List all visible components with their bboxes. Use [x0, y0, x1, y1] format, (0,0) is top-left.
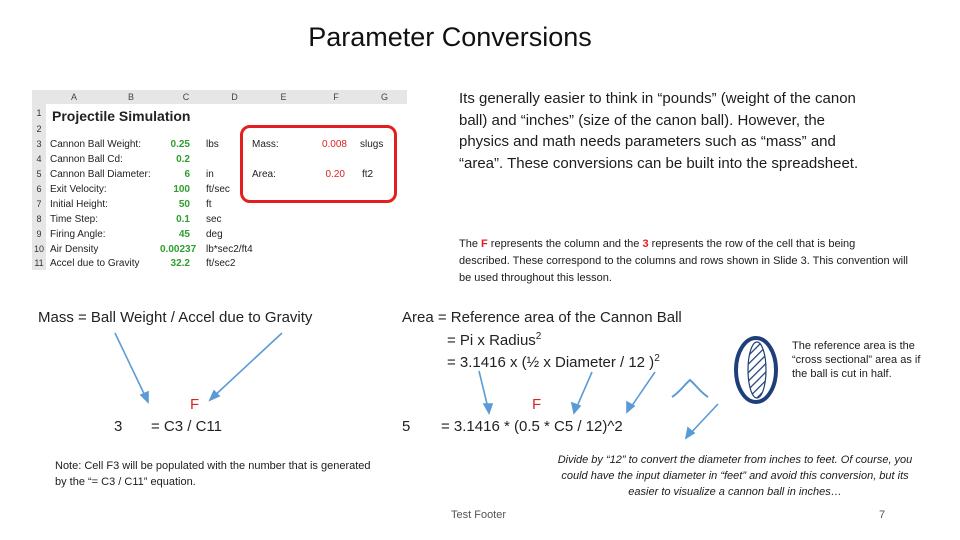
- arrow-diameter-head: [572, 403, 580, 413]
- mass-row-label: 3: [114, 418, 123, 435]
- param-unit: in: [206, 169, 214, 180]
- row-header-9: 9: [32, 227, 46, 242]
- param-label: Time Step:: [50, 214, 98, 225]
- row-header-6: 6: [32, 182, 46, 197]
- area-row-label: 5: [402, 418, 411, 435]
- mass-formula: = C3 / C11: [151, 418, 223, 435]
- param-unit: sec: [206, 214, 222, 225]
- arrow-pi-head: [484, 404, 492, 413]
- page-number: 7: [879, 509, 886, 521]
- column-header-a: A: [46, 90, 102, 104]
- area-value: 0.20: [325, 169, 345, 180]
- param-label: Firing Angle:: [50, 229, 106, 240]
- slide-title: Parameter Conversions: [308, 22, 592, 52]
- column-header-b: B: [102, 90, 160, 104]
- mass-note: Note: Cell F3 will be populated with the number that is generated by the “= C3 / C11” equation.: [55, 460, 371, 488]
- param-value: 0.00237: [160, 244, 197, 255]
- arrow-weight-head: [141, 392, 148, 402]
- column-header-d: D: [212, 90, 257, 104]
- mass-equation: Mass = Ball Weight / Accel due to Gravity: [38, 309, 313, 326]
- arrow-twelve: [629, 372, 655, 410]
- column-letter: F: [481, 238, 488, 250]
- param-unit: lb*sec2/ft4: [206, 244, 253, 255]
- bracket-brace: [672, 380, 708, 397]
- area-formula: = 3.1416 * (0.5 * C5 / 12)^2: [441, 418, 623, 435]
- param-value: 6: [184, 169, 190, 180]
- param-unit: ft/sec2: [206, 258, 236, 269]
- column-header-e: E: [257, 90, 310, 104]
- param-unit: deg: [206, 229, 223, 240]
- param-label: Exit Velocity:: [50, 184, 107, 195]
- param-label: Initial Height:: [50, 199, 108, 210]
- mass-value: 0.008: [321, 139, 347, 150]
- area-line2: = Pi x Radius$^2$: [447, 331, 542, 349]
- param-value: 0.1: [176, 214, 190, 225]
- row-header-11: 11: [32, 256, 46, 270]
- row-header-7: 7: [32, 197, 46, 212]
- param-value: 0.2: [176, 154, 190, 165]
- row-header-10: 10: [33, 244, 44, 254]
- param-unit: ft: [206, 199, 212, 210]
- param-value: 45: [178, 229, 190, 240]
- row-number: 3: [642, 238, 649, 250]
- param-value: 32.2: [170, 258, 190, 269]
- mass-unit: slugs: [360, 139, 384, 150]
- param-unit: lbs: [206, 139, 219, 150]
- sheet-title: Projectile Simulation: [52, 108, 191, 124]
- area-label: Area:: [252, 169, 276, 180]
- area-col-label: F: [532, 396, 542, 413]
- area-unit: ft2: [362, 169, 374, 180]
- arrow-weight: [115, 333, 148, 402]
- row-header-4: 4: [32, 152, 46, 167]
- param-value: 50: [178, 199, 190, 210]
- ball-cross-section-icon: [736, 338, 776, 402]
- param-label: Cannon Ball Diameter:: [50, 169, 151, 180]
- mass-col-label: F: [190, 396, 200, 413]
- reference-area-note: The reference area is the “cross sectional” area as if the ball is cut in half.: [792, 340, 921, 380]
- cell-convention-note: The F represents the column and the 3 represents the row of the cell that is being described. These correspond to the columns and rows shown in Slide 3. This convention will be used throughout this lesson.: [459, 238, 909, 284]
- column-header-g: G: [362, 90, 407, 104]
- param-label: Air Density: [50, 244, 99, 255]
- param-label: Cannon Ball Weight:: [50, 139, 141, 150]
- row-header-3: 3: [32, 137, 46, 152]
- param-unit: ft/sec: [206, 184, 230, 195]
- row-header-5: 5: [32, 167, 46, 182]
- param-label: Cannon Ball Cd:: [50, 154, 123, 165]
- row-header-1: 1: [32, 104, 46, 122]
- param-value: 0.25: [170, 139, 190, 150]
- footer-text: Test Footer: [451, 509, 507, 521]
- row-header-8: 8: [32, 212, 46, 227]
- param-value: 100: [173, 184, 190, 195]
- param-label: Accel due to Gravity: [50, 258, 140, 269]
- mass-label: Mass:: [252, 139, 279, 150]
- arrow-note-head: [686, 428, 694, 438]
- area-line1: Area = Reference area of the Cannon Ball: [402, 309, 682, 326]
- arrow-gravity: [212, 333, 282, 398]
- intro-paragraph: Its generally easier to think in “pounds” (weight of the canon ball) and “inches” (size of the canon ball). However, the physics and math needs parameters such as “mass” and “area”. These conversions can be built into the spreadsheet.: [459, 90, 859, 172]
- column-header-c: C: [160, 90, 212, 104]
- row-header-2: 2: [32, 122, 46, 137]
- area-line3: = 3.1416 x (½ x Diameter / 12 )$^2$: [447, 353, 660, 371]
- divide-note: Divide by “12” to convert the diameter from inches to feet. Of course, you could have the input diameter in “feet” and avoid this conversion, but its easier to visualize a cannon ball in inches…: [557, 454, 913, 498]
- column-header-f: F: [310, 90, 362, 104]
